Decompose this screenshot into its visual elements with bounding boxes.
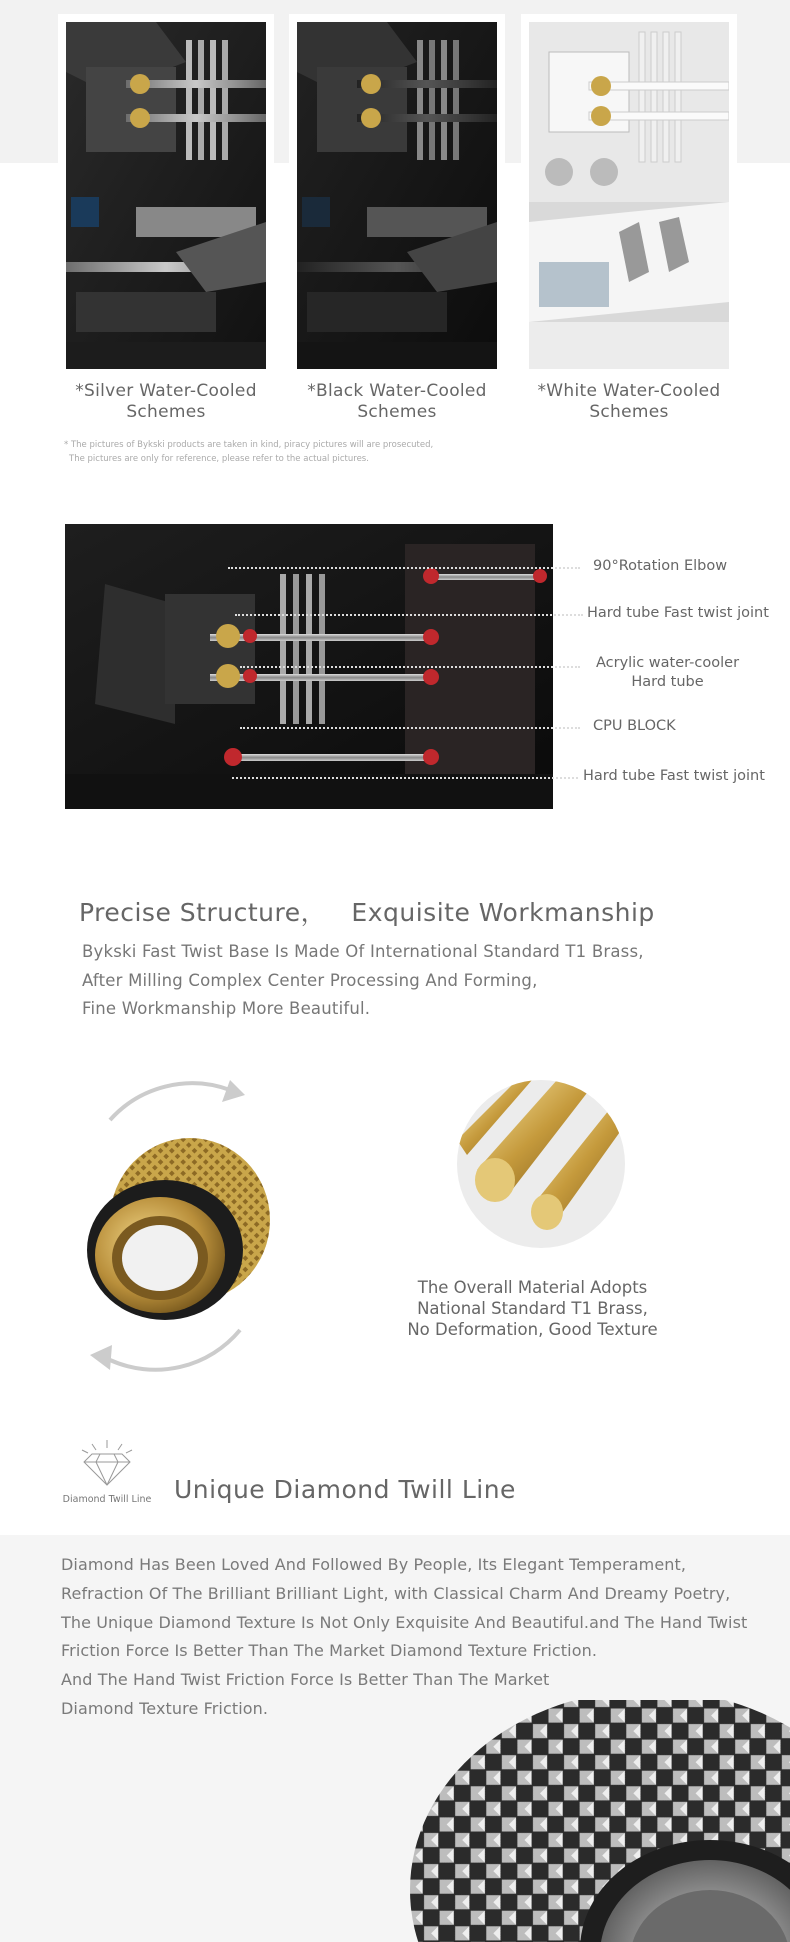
diamond-line-1: Diamond Has Been Loved And Followed By People, Its Elegant Temperament, (61, 1555, 687, 1574)
diamond-line-4: Friction Force Is Better Than The Market Diamond Texture Friction. (61, 1641, 598, 1661)
structure-description: Bykski Fast Twist Base Is Made Of International Standard T1 Brass, After Milling Complex Center Processing And Forming, Fine Workmanship More Beautiful. (82, 942, 644, 1018)
diamond-line-6: Diamond Texture Friction. (61, 1698, 269, 1718)
material-description: The Overall Material Adopts National Standard T1 Brass, No Deformation, Good Texture (407, 1278, 658, 1339)
diamond-heading: Unique Diamond Twill Line (174, 1475, 516, 1504)
scheme-card-silver (58, 14, 274, 438)
silver-scheme-photo (66, 22, 266, 369)
callout-line-joint-top (235, 614, 583, 616)
callout-joint-bottom-label: Hard tube Fast twist joint (583, 768, 765, 784)
callout-cpu-block-label: CPU BLOCK (593, 718, 676, 734)
structure-heading: Precise Structure， Exquisite Workmanship (79, 898, 655, 927)
callout-elbow-label: 90°Rotation Elbow (593, 558, 728, 574)
diamond-description (61, 1551, 761, 1724)
diamond-logo-label: Diamond Twill Line (62, 1494, 152, 1505)
callout-line-cpu (240, 727, 580, 729)
black-scheme-photo (297, 22, 497, 369)
silver-scheme-caption: *Silver Water-Cooled Schemes (75, 381, 257, 422)
scheme-card-white (521, 14, 737, 438)
callout-acrylic-label: Acrylic water-cooler Hard tube (595, 655, 740, 690)
brass-rods-image (457, 1080, 625, 1248)
diamond-icon (84, 1454, 130, 1485)
white-scheme-photo (529, 22, 729, 369)
fast-twist-fitting-image (70, 1080, 290, 1380)
callout-joint-top-label: Hard tube Fast twist joint (587, 605, 769, 621)
callout-line-acrylic (240, 666, 580, 668)
callout-line-elbow (228, 567, 580, 569)
photo-disclaimer: * The pictures of Bykski products are taken in kind, piracy pictures will are prosecuted, The pictures are only for reference, please refer to the actual pictures. (64, 440, 434, 464)
diamond-knurl-closeup-image (400, 1700, 790, 1942)
diamond-line-5: And The Hand Twist Friction Force Is Better Than The Market (61, 1670, 550, 1690)
white-scheme-caption: *White Water-Cooled Schemes (537, 381, 721, 422)
diamond-line-2: Refraction Of The Brilliant Brilliant Light, with Classical Charm And Dreamy Poetry, (61, 1583, 731, 1603)
callout-line-joint-bottom (232, 777, 578, 779)
diamond-line-3: The Unique Diamond Texture Is Not Only Exquisite And Beautiful.and The Hand Twist (61, 1612, 748, 1632)
diamond-logo (52, 1440, 162, 1505)
scheme-card-black (289, 14, 505, 438)
black-scheme-caption: *Black Water-Cooled Schemes (307, 381, 487, 422)
